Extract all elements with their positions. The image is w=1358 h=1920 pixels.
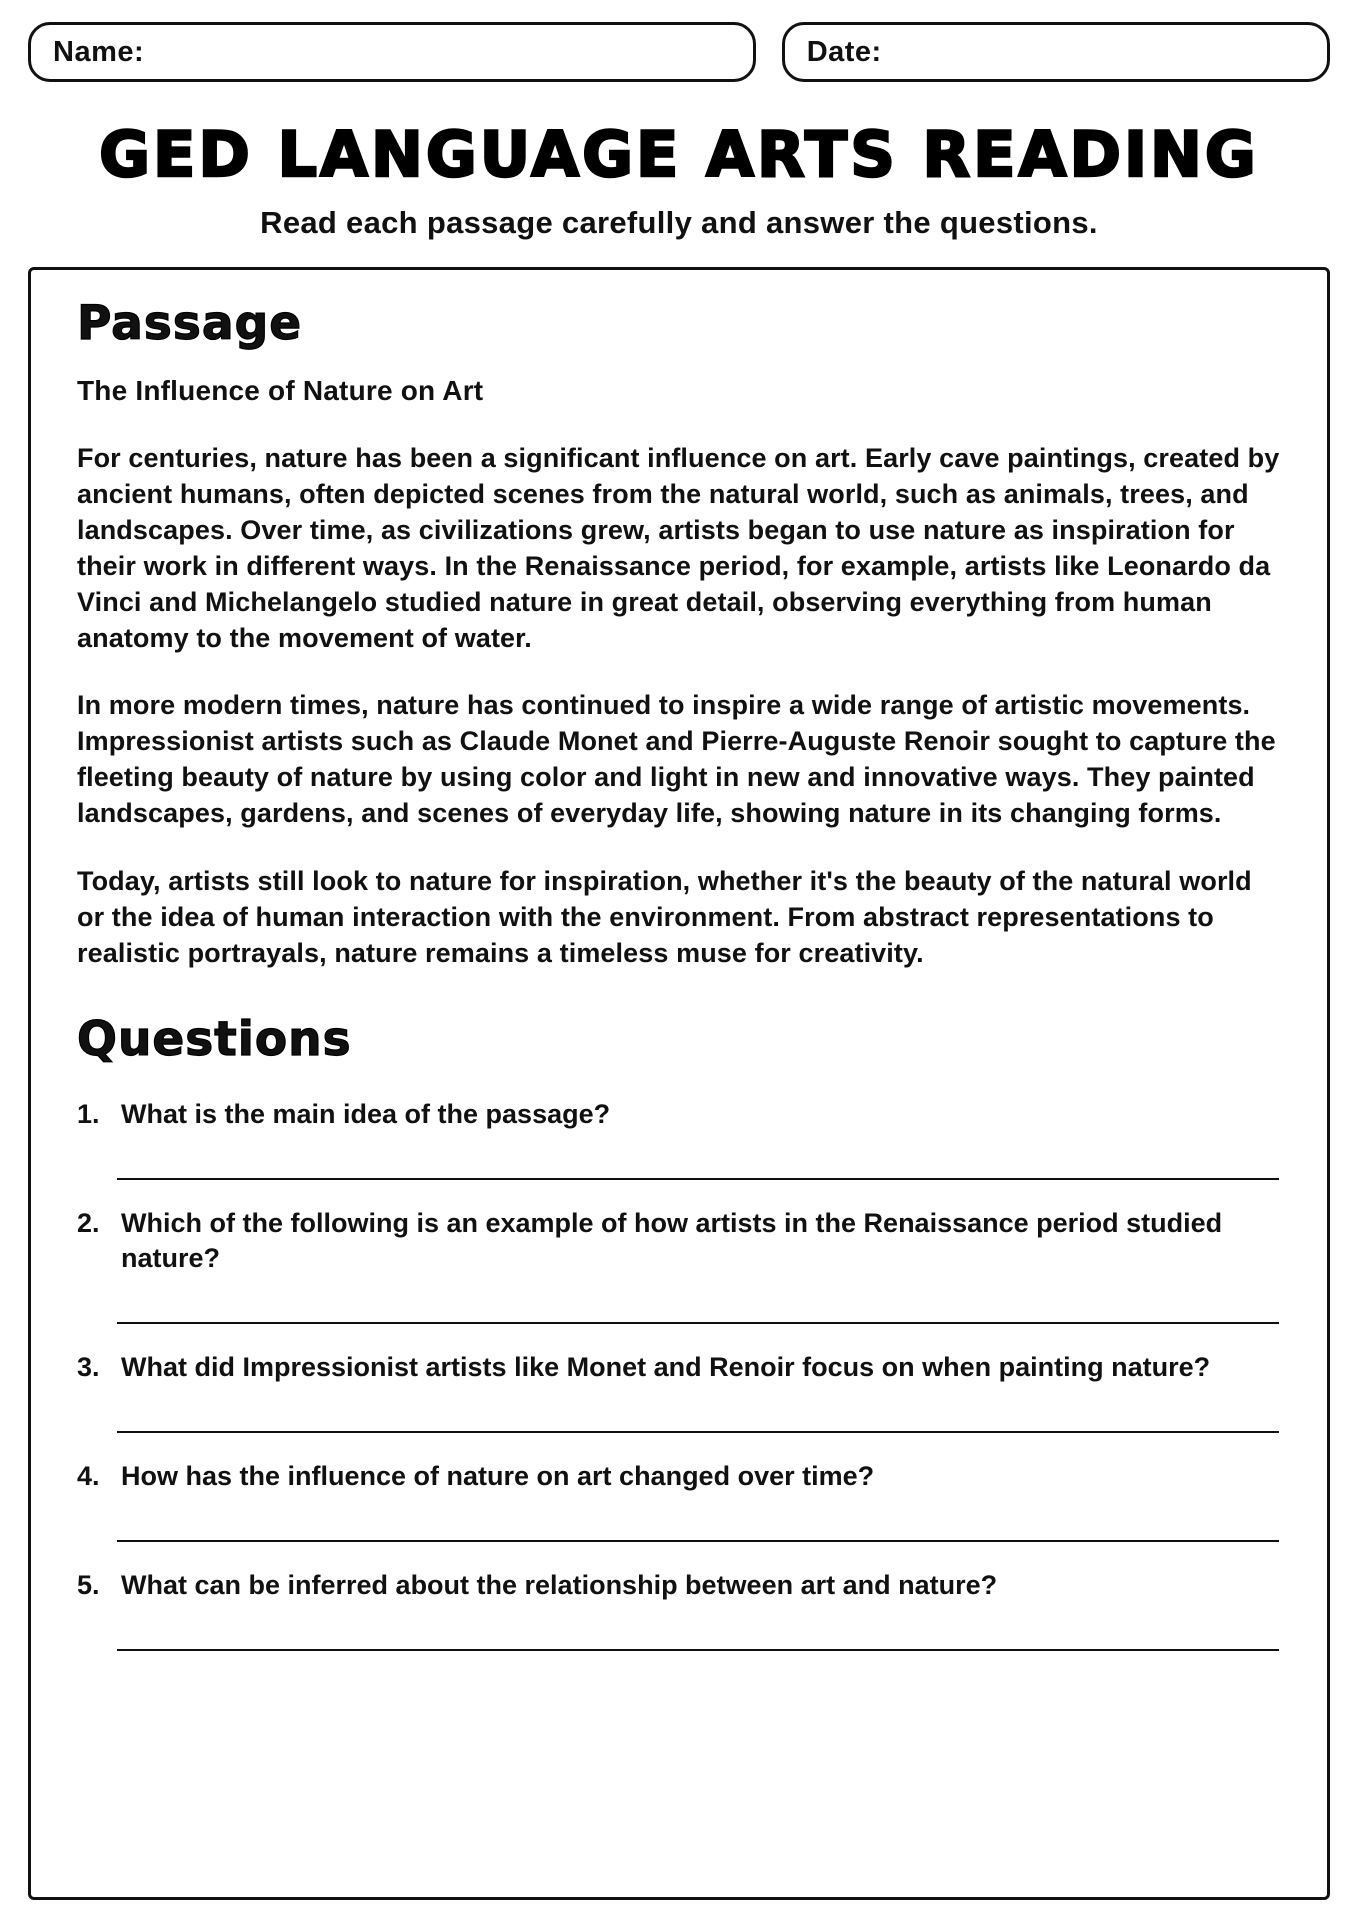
question-number: 4.: [77, 1461, 100, 1492]
date-label: Date:: [806, 35, 882, 68]
question-text: What did Impressionist artists like Monet and Renoir focus on when painting nature?: [121, 1352, 1211, 1383]
question-text: Which of the following is an example of how artists in the Renaissance period studied nature?: [121, 1207, 1223, 1273]
question-item: [77, 1350, 1281, 1459]
answer-line[interactable]: [117, 1494, 1279, 1542]
passage-paragraph: Today, artists still look to nature for inspiration, whether it's the beauty of the natural world or the idea of human interaction with the environment. From abstract representations to realistic portrayals, nature remains a timeless muse for creativity.: [77, 866, 1252, 968]
passage-paragraph: For centuries, nature has been a significant influence on art. Early cave paintings, created by ancient humans, often depicted scenes from the natural world, such as animals, trees, and landscapes. Over time, as civilizations grew, artists began to use nature as inspiration for their work in different ways. In the Renaissance period, for example, artists like Leonardo da Vinci and Michelangelo studied nature in great detail, observing everything from human anatomy to the movement of water.: [77, 443, 1280, 653]
answer-line[interactable]: [117, 1603, 1279, 1651]
question-number: 2.: [77, 1207, 100, 1238]
question-item: [77, 1097, 1281, 1206]
questions-heading: Questions: [77, 1011, 352, 1067]
name-field[interactable]: [28, 22, 756, 82]
page-subtitle: Read each passage carefully and answer the questions.: [260, 205, 1098, 240]
question-number: 3.: [77, 1352, 100, 1383]
question-number: 1.: [77, 1098, 100, 1129]
page-title: GED LANGUAGE ARTS READING: [99, 118, 1259, 191]
question-item: [77, 1459, 1281, 1568]
passage-title: The Influence of Nature on Art: [77, 375, 484, 406]
header-row: [28, 22, 1330, 82]
answer-line[interactable]: [117, 1132, 1279, 1180]
worksheet-body: [28, 267, 1330, 1900]
name-label: Name:: [53, 35, 145, 68]
question-number: 5.: [77, 1570, 100, 1601]
question-text: What is the main idea of the passage?: [121, 1098, 611, 1129]
passage-heading: Passage: [77, 296, 303, 351]
question-item: [77, 1568, 1281, 1677]
question-text: How has the influence of nature on art changed over time?: [121, 1461, 875, 1492]
answer-line[interactable]: [117, 1385, 1279, 1433]
question-text: What can be inferred about the relationship between art and nature?: [121, 1570, 998, 1601]
answer-line[interactable]: [117, 1276, 1279, 1324]
question-item: [77, 1206, 1281, 1350]
date-field[interactable]: [782, 22, 1330, 82]
passage-paragraph: In more modern times, nature has continued to inspire a wide range of artistic movements. Impressionist artists such as Claude Monet and Pierre-Auguste Renoir sought to capture the fleeting beauty of nature by using color and light in new and innovative ways. They painted landscapes, gardens, and scenes of everyday life, showing nature in its changing forms.: [77, 690, 1276, 829]
